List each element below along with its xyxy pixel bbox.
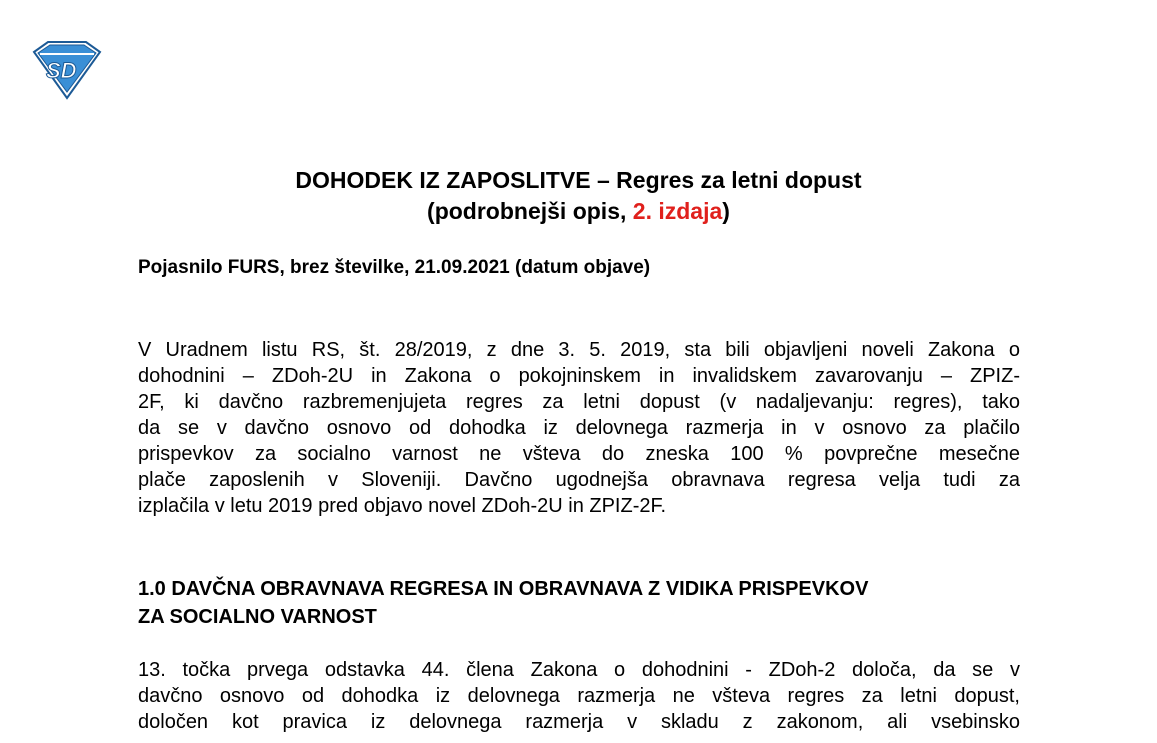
edition-label: 2. izdaja bbox=[632, 198, 723, 224]
paragraph-line: 13. točka prvega odstavka 44. člena Zakona o dohodnini - ZDoh-2 določa, da se v bbox=[138, 659, 1020, 681]
sd-diamond-logo-icon bbox=[30, 40, 104, 100]
paragraph-line: izplačila v letu 2019 pred objavo novel ZDoh-2U in ZPIZ-2F. bbox=[138, 495, 667, 517]
title-line-2 bbox=[0, 196, 1157, 227]
paragraph-line: davčno osnovo od dohodka iz delovnega razmerja ne všteva regres za letni dopust, bbox=[138, 685, 1020, 707]
company-logo bbox=[30, 40, 104, 100]
section-heading-line-1: 1.0 DAVČNA OBRAVNAVA REGRESA IN OBRAVNAVA Z VIDIKA PRISPEVKOV bbox=[138, 578, 869, 600]
paragraph-line: dohodnini – ZDoh-2U in Zakona o pokojninskem in invalidskem zavarovanju – ZPIZ- bbox=[138, 365, 1020, 387]
title-line-1: DOHODEK IZ ZAPOSLITVE – Regres za letni dopust bbox=[295, 167, 862, 193]
intro-paragraph bbox=[138, 337, 1020, 519]
document-subtitle: Pojasnilo FURS, brez številke, 21.09.2021 (datum objave) bbox=[138, 257, 651, 278]
title-line-2-open: (podrobnejši opis, bbox=[427, 198, 633, 224]
section-heading-line-2: ZA SOCIALNO VARNOST bbox=[138, 606, 377, 628]
paragraph-line: plače zaposlenih v Sloveniji. Davčno ugodnejša obravnava regresa velja tudi za bbox=[138, 469, 1020, 491]
svg-text:SD: SD bbox=[46, 58, 77, 83]
paragraph-line: prispevkov za socialno varnost ne všteva do zneska 100 % povprečne mesečne bbox=[138, 443, 1020, 465]
document-title bbox=[0, 165, 1157, 227]
section-paragraph bbox=[138, 657, 1020, 735]
paragraph-line: V Uradnem listu RS, št. 28/2019, z dne 3. 5. 2019, sta bili objavljeni noveli Zakona o bbox=[138, 339, 1020, 361]
paragraph-line: določen kot pravica iz delovnega razmerja v skladu z zakonom, ali vsebinsko bbox=[138, 711, 1020, 733]
title-line-2-close: ) bbox=[722, 198, 730, 224]
section-heading bbox=[138, 575, 1020, 631]
paragraph-line: 2F, ki davčno razbremenjujeta regres za letni dopust (v nadaljevanju: regres), tako bbox=[138, 391, 1020, 413]
paragraph-line: da se v davčno osnovo od dohodka iz delovnega razmerja in v osnovo za plačilo bbox=[138, 417, 1020, 439]
